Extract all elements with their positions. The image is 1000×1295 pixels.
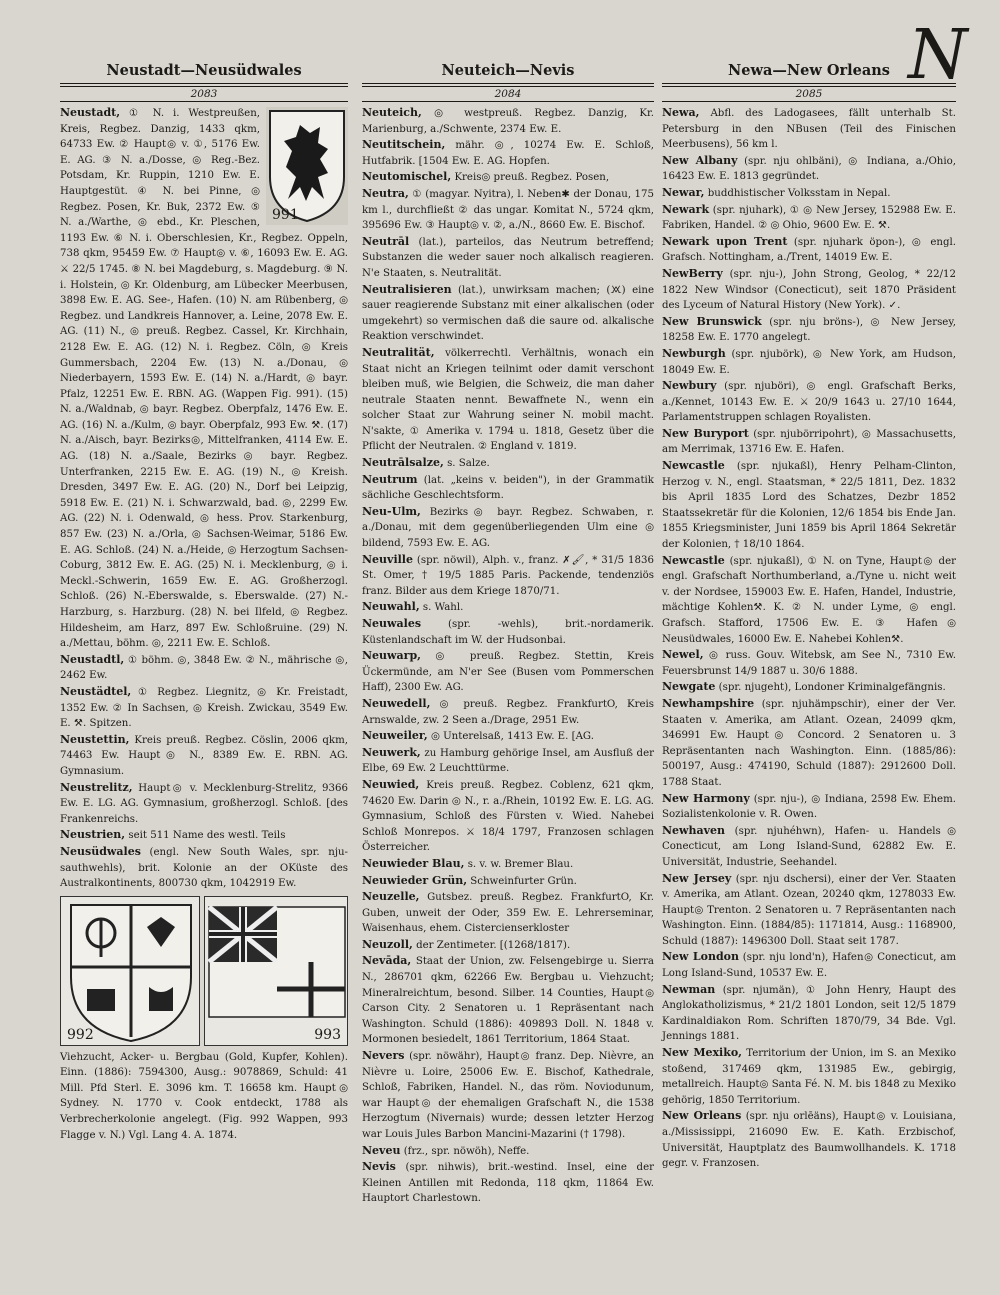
- entry-headword: Neuville: [362, 552, 413, 566]
- dictionary-entry: [362, 889, 654, 937]
- dictionary-entry: [60, 1050, 348, 1144]
- page-number-rule: [362, 101, 654, 102]
- entry-headword: Neustädtel,: [60, 684, 132, 698]
- coat-of-arms-figure-992: [60, 896, 200, 1046]
- dictionary-entry: [662, 458, 956, 553]
- entry-headword: Neusüdwales: [60, 844, 141, 858]
- dictionary-entry: [60, 844, 348, 892]
- entry-text: (spr. nöwil), Alph. v., franz. ✗🖌, * 31/5 1836 St. Omer, † 19/5 1885 Paris. Packende, tendenziös franz. Bilder aus dem Kriege 1870/71.: [362, 554, 654, 597]
- entry-text: (spr. nöwähr), Haupt◎ franz. Dep. Nièvre, an Nièvre u. Loire, 25006 Ew. E. Bischof, Kathedrale, Schloß, Fabriken, Handel. N., das röm. Noviodunum, war Haupt◎ der ehemaligen Grafschaft N., die 1538 Herzogtum (Nivernais) wurde; dessen letzter Herzog war Louis Jules Barbon Mancini-Mazarini († 1798).: [362, 1051, 654, 1140]
- dictionary-entry: [362, 1159, 654, 1207]
- column-header: Newa—New Orleans: [728, 62, 890, 79]
- section-letter: N: [908, 16, 966, 95]
- dictionary-entry: [362, 282, 654, 345]
- column-3: [662, 62, 956, 1172]
- dictionary-entry: [662, 679, 956, 696]
- dictionary-entry: [362, 648, 654, 696]
- entry-headword: Neu-Ulm,: [362, 504, 421, 518]
- entries-before-figure: [60, 105, 348, 892]
- entry-text: (spr. njuhark), ① ◎ New Jersey, 152988 Ew. E. Fabriken, Handel. ② ◎ Ohio, 9600 Ew. E. ⚒.: [662, 204, 956, 232]
- entry-text: Abfl. des Ladogasees, fällt unterhalb St. Petersburg in den NBusen (Teil des Finischen Meerbusens), 56 km l.: [662, 108, 956, 151]
- entry-text: (spr. nju bröns-), ◎ New Jersey, 18258 Ew. E. 1770 angelegt.: [662, 316, 956, 344]
- entry-text: (lat.), parteilos, das Neutrum betreffend; Substanzen die weder sauer noch alkalisch reagieren. N'e Staaten, s. Neutralität.: [362, 236, 654, 279]
- entry-headword: Newa,: [662, 106, 700, 119]
- entry-text: (spr. nju lond'n), Hafen◎ Conecticut, am Long Island-Sund, 10537 Ew. E.: [662, 952, 956, 980]
- dictionary-entry: [362, 1048, 654, 1143]
- entry-text: Viehzucht, Acker- u. Bergbau (Gold, Kupfer, Kohlen). Einn. (1886): 7594300, Ausg.: 9078869, Schuld: 41 Mill. Pfd Sterl. E. 3096 km. T. 16658 km. Haupt◎ Sydney. N. 1770 v. Cook entdeckt, 1788 als Verbrecherkolonie angelegt. (Fig. 992 Wappen, 993 Flagge v. N.) Vgl. Lang 4. A. 1874.: [60, 1051, 348, 1141]
- entry-headword: Neuwales: [362, 617, 422, 630]
- dictionary-entry: [662, 185, 956, 202]
- entry-text: (spr. njugeht), Londoner Kriminalgefängnis.: [718, 682, 946, 694]
- dictionary-entry: [662, 871, 956, 950]
- entry-text: (spr. njubörripohrt), ◎ Massachusetts, am Merrimak, 13716 Ew. E. Hafen.: [662, 428, 956, 456]
- dictionary-entry: [662, 696, 956, 791]
- dictionary-entry: [60, 652, 348, 684]
- entry-text: (spr. nju ohlbäni), ◎ Indiana, a./Ohio, 16423 Ew. E. 1813 gegründet.: [662, 155, 956, 183]
- entry-text: ① N. i. Westpreußen, Kreis, Regbez. Danzig, 1433 qkm, 64733 Ew. ② Haupt◎ v. ①, 5176 Ew. E. AG. ③ N. a./Dosse, ◎ Reg.-Bez. Potsdam, Kr. Ruppin, 1210 Ew. E. Hauptgestüt. ④ N. bei Pinne, ◎ Regbez. Posen, Kr. Buk, 2372 Ew. ⑤ N. a./Warthe, ◎ ebd., Kr. Pleschen, 1193 Ew. ⑥ N. i. Oberschlesien, Kr., Regbez. Oppeln, 738 qkm, 95459 Ew. ⑦ Haupt◎ v. ⑥, 16093 Ew. E. AG. ⚔ 22/5 1745. ⑧ N. bei Magdeburg, s. Magdeburg. ⑨ N. i. Holstein, ◎ Kr. Oldenburg, am Lübecker Meerbusen, 3898 Ew. E. AG. See-, Hafen. (10) N. am Rübenberg, ◎ Regbez. und Landkreis Hannover, a. Leine, 2078 Ew. E. AG. (11) N., ◎ preuß. Regbez. Cassel, Kr. Kirchhain, 2128 Ew. E. AG. (12) N. i. Regbez. Cöln, ◎ Kreis Gummersbach, 2204 Ew. (13) N. a./Donau, ◎ Niederbayern, 1593 Ew. E. (14) N. a./Hardt, ◎ bayr. Pfalz, 12251 Ew. E. RBN. AG. (Wappen Fig. 991). (15) N. a./Waldnab, ◎ bayr. Regbez. Oberpfalz, 1476 Ew. E. AG. (16) N. a./Kulm, ◎ bayr. Oberpfalz, 993 Ew. ⚒. (17) N. a./Aisch, bayr. Bezirks◎, Mittelfranken, 4114 Ew. E. AG. (18) N. a./Saale, Bezirks◎ bayr. Regbez. Unterfranken, 2215 Ew. E. AG. (19) N., ◎ Kreish. Dresden, 3497 Ew. E. AG. (20) N., Dorf bei Leipzig, 5918 Ew. E. (21) N. i. Schwarzwald, bad. ◎, 2299 Ew. AG. (22) N. i. Odenwald, ◎ hess. Prov. Starkenburg, 857 Ew. (23) N. a./Orla, ◎ Sachsen-Weimar, 5186 Ew. E. AG. Schloß. (24) N. a./Heide, ◎ Herzogtum Sachsen-Coburg, 3812 Ew. E. AG. (25) N. i. Mecklenburg, ◎ i. Meckl.-Schwerin, 1659 Ew. E. AG. Großherzogl. Schloß. (26) N.-Eberswalde, s. Eberswalde. (27) N.-Harzburg, s. Harzburg. (28) N. bei Ilfeld, ◎ Regbez. Hildesheim, am Harz, 897 Ew. Schloßruine. (29) N. a./Mettau, böhm. ◎, 2211 Ew. E. Schloß.: [60, 108, 348, 650]
- entry-headword: Neuwahl,: [362, 600, 420, 614]
- dictionary-entry: [662, 1108, 956, 1171]
- column-2: [362, 62, 654, 1207]
- entry-text: (spr. njuböri), ◎ engl. Grafschaft Berks, a./Kennet, 10143 Ew. E. ⚔ 20/9 1643 u. 27/10 1644, Parlamentstruppen schlagen Royalisten.: [662, 381, 956, 424]
- dictionary-entry: [662, 105, 956, 153]
- figures-row: [60, 896, 348, 1046]
- entry-headword: Neuwedell,: [362, 696, 431, 710]
- entry-text: (spr. nju-), ◎ Indiana, 2598 Ew. Ehem. Sozialistenkolonie v. R. Owen.: [662, 793, 956, 821]
- entry-headword: Neutrāl: [362, 234, 410, 248]
- entry-headword: Neuzoll,: [362, 937, 413, 951]
- dictionary-entry: [662, 823, 956, 871]
- entry-headword: Newgate: [662, 680, 716, 694]
- entry-text: buddhistischer Volksstam in Nepal.: [707, 187, 891, 199]
- page-number-rule: [662, 101, 956, 102]
- entry-headword: Neutra,: [362, 186, 409, 200]
- entry-text: ① (magyar. Nyitra), l. Neben✱ der Donau, 175 km l., durchfließt ② das ungar. Komitat N., 5724 qkm, 395696 Ew. ③ Haupt◎ v. ②, a./N., 8660 Ew. E. Bischof.: [362, 188, 654, 232]
- entry-text: Kreis◎ preuß. Regbez. Posen,: [454, 172, 610, 184]
- entry-headword: Newark upon Trent: [662, 234, 788, 248]
- entry-headword: NewBerry: [662, 266, 723, 280]
- entry-headword: Neuwieder Grün,: [362, 873, 468, 887]
- entry-text: (engl. New South Wales, spr. nju-sauthwehls), brit. Kolonie an der OKüste des Australkontinents, 800730 qkm, 1042919 Ew.: [60, 846, 348, 890]
- dictionary-entry: [362, 105, 654, 137]
- dictionary-entry: [662, 202, 956, 234]
- entry-headword: Neustadtl,: [60, 652, 125, 666]
- dictionary-entry: [362, 169, 654, 186]
- entry-text: (frz., spr. nöwöh), Neffe.: [403, 1145, 530, 1157]
- entry-headword: New Orleans: [662, 1109, 742, 1123]
- entry-text: (spr. nihwis), brit.-westind. Insel, eine der Kleinen Antillen mit Redonda, 118 qkm, 11864 Ew. Hauptort Charlestown.: [362, 1162, 654, 1205]
- entry-headword: Newburgh: [662, 346, 726, 360]
- entry-text: Schweinfurter Grün.: [470, 875, 577, 887]
- entry-text: Haupt◎ v. Mecklenburg-Strelitz, 9366 Ew. E. LG. AG. Gymnasium, großherzogl. Schloß. [des Frankenreichs.: [60, 782, 348, 825]
- entry-headword: Neuwerk,: [362, 745, 421, 759]
- dictionary-entry: [662, 153, 956, 185]
- dictionary-entry: [662, 234, 956, 266]
- entry-headword: Newbury: [662, 379, 717, 393]
- entry-text: (spr. nju dschersi), einer der Ver. Staaten v. Amerika, am Atlant. Ozean, 20240 qkm, 1278033 Ew. Haupt◎ Trenton. 2 Senatoren u. 7 Repräsentanten nach Washington. Einn. (1884/85): 1171814, Ausg.: 1168900, Schuld (1887): 1496300 Doll. Staat seit 1787.: [662, 873, 956, 947]
- entries-after-figures: [60, 1050, 348, 1144]
- entry-headword: Neuwied,: [362, 777, 420, 791]
- entry-text: der Zentimeter. [(1268/1817).: [416, 939, 571, 951]
- entry-headword: Nevers: [362, 1049, 405, 1063]
- entry-headword: Neuteich,: [362, 106, 422, 119]
- entry-text: zu Hamburg gehörige Insel, am Ausfluß der Elbe, 69 Ew. 2 Leuchttürme.: [362, 747, 654, 775]
- entry-headword: Neustettin,: [60, 732, 130, 746]
- dictionary-entry: [60, 827, 348, 844]
- flag-icon: [205, 897, 348, 1046]
- dictionary-entry: [362, 137, 654, 169]
- entry-headword: New London: [662, 950, 739, 964]
- dictionary-entry: [662, 553, 956, 648]
- entry-text: ① böhm. ◎, 3848 Ew. ② N., mährische ◎, 2462 Ew.: [60, 654, 348, 682]
- dictionary-entry: [362, 873, 654, 890]
- entry-text: Territorium der Union, im S. an Mexiko stoßend, 317469 qkm, 131985 Ew., gebirgig, metallreich. Haupt◎ Santa Fé. N. M. bis 1848 zu Mexiko gehörig, 1850 Territorium.: [662, 1048, 956, 1106]
- entry-text: ◎ russ. Gouv. Witebsk, am See N., 7310 Ew. Feuersbrunst 14/9 1887 u. 30/6 1888.: [662, 650, 956, 677]
- entry-text: (lat.), unwirksam machen; (🝪) eine sauer reagierende Substanz mit einer alkalischen (oder umgekehrt) so vermischen daß die saure od. alkalische Reaktion verschwindet.: [362, 284, 654, 343]
- entry-text: s. Wahl.: [422, 602, 464, 614]
- entry-text: ① Regbez. Liegnitz, ◎ Kr. Freistadt, 1352 Ew. ② In Sachsen, ◎ Kreish. Zwickau, 3549 Ew. E. ⚒. Spitzen.: [60, 686, 348, 730]
- dictionary-entry: [662, 378, 956, 426]
- entry-headword: Neutrum: [362, 472, 418, 486]
- header-rule: [662, 83, 956, 87]
- entry-headword: New Harmony: [662, 791, 750, 805]
- entry-headword: Neveu: [362, 1143, 401, 1157]
- entry-headword: Newel,: [662, 648, 704, 662]
- dictionary-entry: [362, 745, 654, 777]
- entry-headword: Neutomischel,: [362, 170, 452, 184]
- entry-text: Gutsbez. preuß. Regbez. FrankfurtO, Kr. Guben, unweit der Oder, 359 Ew. E. Lehrerseminar, Waisenhaus, ehem. Cistercienserkloster: [362, 892, 654, 935]
- entry-text: (spr. njuhéhwn), Hafen- u. Handels◎ Conecticut, am Long Island-Sund, 62882 Ew. E. Universität, Industrie, Seehandel.: [662, 825, 956, 868]
- entry-text: seit 511 Name des westl. Teils: [128, 830, 286, 842]
- dictionary-entry: [662, 791, 956, 823]
- dictionary-entry: [362, 455, 654, 472]
- entry-headword: Neuwieder Blau,: [362, 856, 465, 870]
- dictionary-entry: [362, 599, 654, 616]
- entry-text: (spr. nju orlēäns), Haupt◎ v. Louisiana, a./Mississippi, 216090 Ew. E. Kath. Erzbischof, Universität, Hauptplatz des Baumwollhandels. K. 1718 gegr. v. Franzosen.: [662, 1111, 956, 1170]
- entry-headword: Neuweiler,: [362, 729, 428, 743]
- entry-text: ◎ preuß. Regbez. Stettin, Kreis Ückermünde, am N'er See (Busen vom Pommerschen Haff), 2300 Ew. AG.: [362, 651, 654, 694]
- dictionary-entry: [60, 732, 348, 780]
- entry-text: (spr. njukaßl), ① N. on Tyne, Haupt◎ der engl. Grafschaft Northumberland, a./Tyne u. nicht weit v. der Nordsee, 159003 Ew. E. Hafen, Handel, Industrie, mächtige Kohlen⚒. K. ② N. under Lyme, ◎ engl. Grafsch. Stafford, 17506 Ew. E. ③ Hafen◎ Neusüdwales, 16000 Ew. E. Nahebei Kohlen⚒.: [662, 555, 956, 645]
- entry-text: (spr. njukaßl), Henry Pelham-Clinton, Herzog v. N., engl. Staatsman, * 22/5 1811, Dez. 1832 bis April 1835 Lord des Schatzes, Dezbr 1852 Staatssekretär für die Kolonien, 12/6 1854 bis Ende Jan. 1855 Kriegsminister, Juni 1859 bis April 1864 Sekretär der Kolonien, † 18/10 1864.: [662, 461, 956, 551]
- figure-number: 993: [314, 1026, 341, 1043]
- dictionary-entry: [362, 186, 654, 234]
- entry-headword: New Albany: [662, 153, 738, 167]
- column-header: Neuteich—Nevis: [441, 62, 575, 79]
- entry-headword: Newcastle: [662, 459, 725, 473]
- entry-text: s. Salze.: [447, 458, 490, 470]
- dictionary-entry: [362, 728, 654, 745]
- dictionary-entry: [662, 647, 956, 679]
- entry-text: völkerrechtl. Verhältnis, wonach ein Staat nicht an Kriegen teilnimt oder damit verschont bleiben muß, wie Belgien, die Schweiz, die man daher neutrale Staaten nennt. Bewaffnete N., wenn ein solcher Staat zur Wahrung seiner N. mobil macht. N'sakte, ① Amerika v. 1794 u. 1818, Gesetz über die Pflicht der Neutralen. ② England v. 1819.: [362, 347, 654, 453]
- entries-list: [362, 105, 654, 1207]
- entry-text: (spr. njubörk), ◎ New York, am Hudson, 18049 Ew. E.: [662, 348, 956, 376]
- entry-text: (lat. „keins v. beiden"), in der Grammatik sächliche Geschlechtsform.: [362, 474, 654, 502]
- entry-headword: New Mexiko,: [662, 1046, 743, 1060]
- entry-text: ◎ westpreuß. Regbez. Danzig, Kr. Marienburg, a./Schwente, 2374 Ew. E.: [362, 108, 654, 135]
- page-number: 2084: [494, 88, 522, 100]
- dictionary-entry: [362, 953, 654, 1048]
- entry-headword: Nevāda,: [362, 954, 412, 968]
- entry-text: ◎ Unterelsaß, 1413 Ew. E. [AG.: [430, 731, 594, 743]
- entry-headword: Neustrien,: [60, 828, 126, 842]
- entry-headword: Nevis: [362, 1160, 396, 1174]
- entry-headword: New Buryport: [662, 426, 749, 440]
- entry-headword: Neutrālsalze,: [362, 456, 444, 470]
- flag-figure-993: [204, 896, 348, 1046]
- dictionary-entry: [662, 949, 956, 981]
- entry-headword: New Brunswick: [662, 314, 762, 328]
- entry-text: (spr. njuhämpschir), einer der Ver. Staaten v. Amerika, am Atlant. Ozean, 24099 qkm, 346991 Ew. Haupt◎ Concord. 2 Senatoren u. 3 Repräsentanten nach Washington. Einn. (1885/86): 500197, Ausg.: 474190, Schuld (1887): 2912600 Doll. 1788 Staat.: [662, 698, 957, 788]
- entry-text: (spr. njuhark öpon-), ◎ engl. Grafsch. Nottingham, a./Trent, 14019 Ew. E.: [662, 236, 956, 264]
- entry-headword: Neuwarp,: [362, 649, 421, 663]
- dictionary-entry: [662, 346, 956, 378]
- entry-text: Staat der Union, zw. Felsengebirge u. Sierra N., 286701 qkm, 62266 Ew. Bergbau u. Viehzucht; Mineralreichtum, besond. Silber. 14 Counties, Haupt◎ Carson City. 2 Senatoren u. 1 Repräsentant nach Washington. Schuld (1886): 409893 Doll. N. 1848 v. Mormonen besiedelt, 1861 Territorium, 1864 Staat.: [362, 956, 654, 1046]
- page-number-rule: [60, 101, 348, 102]
- entry-headword: Neutralität,: [362, 345, 435, 359]
- entry-headword: Neutitschein,: [362, 138, 446, 152]
- dictionary-entry: [362, 856, 654, 873]
- entry-text: ◎ preuß. Regbez. FrankfurtO, Kreis Arnswalde, zw. 2 Seen a./Drage, 2951 Ew.: [362, 698, 654, 726]
- dictionary-entry: [362, 1143, 654, 1160]
- dictionary-entry: [362, 616, 654, 648]
- entry-text: (spr. -wehls), brit.-nordamerik. Küstenlandschaft im W. der Hudsonbai.: [362, 619, 654, 646]
- entry-headword: Neustadt,: [60, 106, 121, 119]
- dictionary-entry: [60, 780, 348, 828]
- figure-number: 992: [67, 1026, 94, 1043]
- entry-headword: New Jersey: [662, 871, 732, 885]
- figure-number: 991: [272, 207, 299, 223]
- dictionary-entry: [362, 234, 654, 282]
- entry-headword: Newhampshire: [662, 696, 755, 710]
- entry-text: mähr. ◎, 10274 Ew. E. Schloß, Hutfabrik. [1504 Ew. E. AG. Hopfen.: [362, 140, 654, 167]
- dictionary-entry: [362, 345, 654, 455]
- entry-text: (spr. nju-), John Strong, Geolog, * 22/12 1822 New Windsor (Conecticut), seit 1870 Präsident des Lyceum of Natural History (New York). ✓.: [662, 268, 956, 312]
- column-header: Neustadt—Neusüdwales: [106, 62, 302, 79]
- anchor-shield-icon: [61, 897, 200, 1046]
- dictionary-entry: [662, 1045, 956, 1108]
- entry-headword: Newman: [662, 982, 716, 996]
- dictionary-entry: [60, 684, 348, 732]
- dictionary-entry: [662, 982, 956, 1045]
- dictionary-entry: [362, 552, 654, 600]
- entry-text: Kreis preuß. Regbez. Coblenz, 621 qkm, 74620 Ew. Darin ◎ N., r. a./Rhein, 10192 Ew. E. LG. AG. Gymnasium, Schloß des Fürsten v. Wied. Nahebei Schloß Monrepos. ⚔ 18/4 1797, Franzosen schlagen Österreicher.: [362, 779, 654, 854]
- dictionary-entry: [662, 266, 956, 314]
- entry-text: Kreis preuß. Regbez. Cöslin, 2006 qkm, 74463 Ew. Haupt◎ N., 8389 Ew. E. RBN. AG. Gymnasium.: [60, 734, 348, 777]
- dictionary-entry: [362, 472, 654, 504]
- page-number: 2083: [190, 88, 218, 100]
- entry-headword: Newark: [662, 202, 710, 216]
- entry-text: s. v. w. Bremer Blau.: [467, 858, 574, 870]
- dictionary-entry: [362, 937, 654, 954]
- dictionary-entry: [662, 314, 956, 346]
- entry-headword: Newcastle: [662, 553, 725, 567]
- entry-headword: Newar,: [662, 185, 705, 199]
- entries-list: [662, 105, 956, 1172]
- entry-headword: Newhaven: [662, 823, 726, 837]
- column-1: [60, 62, 348, 1143]
- coat-of-arms-figure-991: [266, 107, 348, 225]
- dictionary-entry: [362, 777, 654, 856]
- dictionary-entry: [662, 426, 956, 458]
- page-number: 2085: [795, 88, 823, 100]
- header-rule: [362, 83, 654, 87]
- dictionary-entry: [362, 504, 654, 552]
- entry-headword: Neustrelitz,: [60, 780, 133, 794]
- entry-headword: Neutralisieren: [362, 282, 452, 296]
- entry-headword: Neuzelle,: [362, 890, 420, 904]
- entry-text: Bezirks◎ bayr. Regbez. Schwaben, r. a./Donau, mit dem gegenüberliegenden Ulm eine ◎ bildend, 7593 Ew. E. AG.: [362, 506, 654, 550]
- entry-text: (spr. njumän), ① John Henry, Haupt des Anglokatholizismus, * 21/2 1801 London, seit 12/5 1879 Kardinaldiakon Rom. Schriften 1870/79, 34 Bde. Vgl. Jennings 1881.: [662, 984, 956, 1043]
- dictionary-entry: [362, 696, 654, 728]
- header-rule: [60, 83, 348, 87]
